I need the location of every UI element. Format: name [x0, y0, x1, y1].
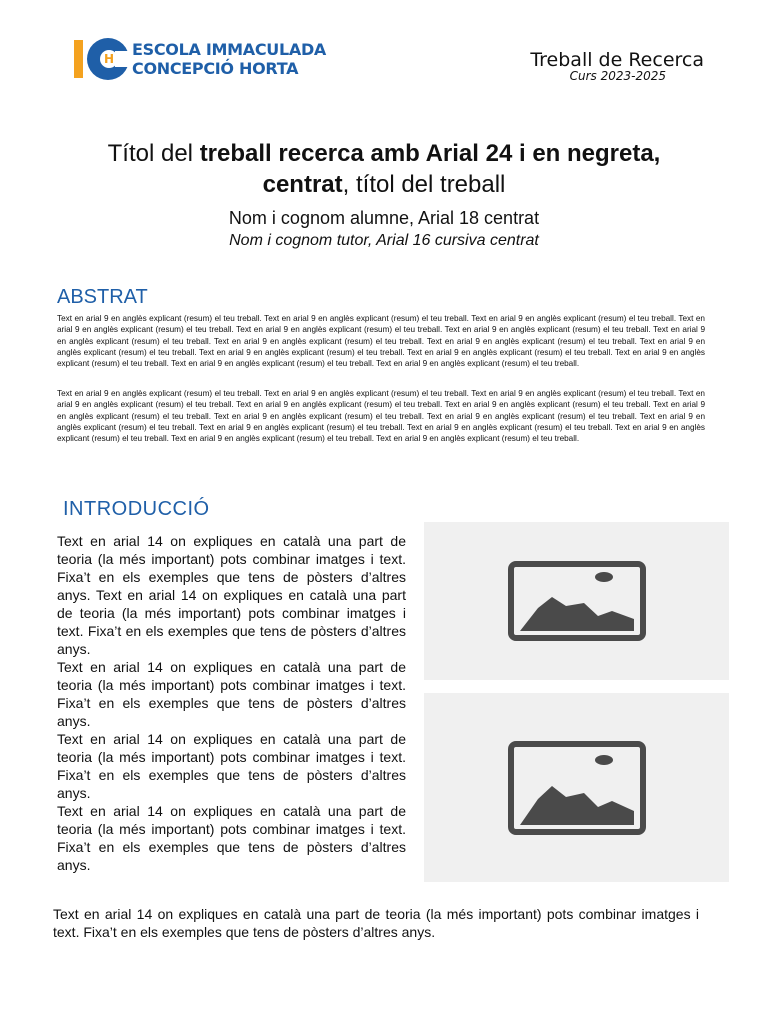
title-bold-1: treball recerca amb Arial 24 i en negreta, — [199, 140, 661, 167]
title-part-1: Títol del — [107, 140, 200, 167]
introduction-paragraph-3: Text en arial 14 on expliques en català una part de teoria (la més important) pots combinar imatges i text. Fixa’t en els exemples que tens de pòsters d’altres anys. — [57, 731, 406, 801]
logo-mark — [74, 38, 128, 80]
introduction-paragraph-4: Text en arial 14 on expliques en català una part de teoria (la més important) pots combinar imatges i text. Fixa’t en els exemples que tens de pòsters d’altres anys. — [57, 803, 406, 873]
image-placeholder-2 — [424, 693, 729, 882]
header-right — [530, 50, 704, 83]
course-years: Curs 2023-2025 — [569, 69, 666, 83]
title-part-2: , títol del treball — [342, 171, 506, 198]
abstract-paragraph-1: Text en arial 9 en anglès explicant (resum) el teu treball. Text en arial 9 en anglès explicant (resum) el teu treball. Text en arial 9 en anglès explicant (resum) el teu treball. Text en arial 9 en anglès explicant (resum) el teu treball. Text en arial 9 en anglès explicant (resum) el teu treball. Text en arial 9 en anglès explicant (resum) el teu treball. Text en arial 9 en anglès explicant (resum) el teu treball. Text en arial 9 en anglès explicant (resum) el teu treball. Text en arial 9 en anglès explicant (resum) el teu treball. Text en arial 9 en anglès explicant (resum) el teu treball. Text en arial 9 en anglès explicant (resum) el teu treball. Text en arial 9 en anglès explicant (resum) el teu treball. Text en arial 9 en anglès explicant (resum) el teu treball. Text en arial 9 en anglès explicant (resum) el teu treball. Text en arial 9 en anglès explicant (resum) el teu treball. — [57, 314, 705, 369]
image-placeholder-icon — [508, 561, 646, 641]
introduction-paragraph-1: Text en arial 14 on expliques en català una part de teoria (la més important) pots combinar imatges i text. Fixa’t en els exemples que tens de pòsters d’altres anys. Text en arial 14 on expliques en català una part de teoria (la més important) pots combinar imatges i text. Fixa’t en els exemples que tens de pòsters d’altres anys. — [57, 533, 406, 657]
introduction-text — [57, 532, 406, 874]
document-type: Treball de Recerca — [530, 49, 704, 71]
image-placeholder-icon — [508, 741, 646, 835]
page-title — [40, 138, 728, 200]
tutor-name: Nom i cognom tutor, Arial 16 cursiva centrat — [229, 232, 539, 249]
introduction-heading: INTRODUCCIÓ — [63, 498, 210, 520]
introduction-paragraph-2: Text en arial 14 on expliques en català una part de teoria (la més important) pots combinar imatges i text. Fixa’t en els exemples que tens de pòsters d’altres anys. — [57, 659, 406, 729]
abstract-paragraph-2: Text en arial 9 en anglès explicant (resum) el teu treball. Text en arial 9 en anglès explicant (resum) el teu treball. Text en arial 9 en anglès explicant (resum) el teu treball. Text en arial 9 en anglès explicant (resum) el teu treball. Text en arial 9 en anglès explicant (resum) el teu treball. Text en arial 9 en anglès explicant (resum) el teu treball. Text en arial 9 en anglès explicant (resum) el teu treball. Text en arial 9 en anglès explicant (resum) el teu treball. Text en arial 9 en anglès explicant (resum) el teu treball. Text en arial 9 en anglès explicant (resum) el teu treball. Text en arial 9 en anglès explicant (resum) el teu treball. Text en arial 9 en anglès explicant (resum) el teu treball. Text en arial 9 en anglès explicant (resum) el teu treball. Text en arial 9 en anglès explicant (resum) el teu treball. Text en arial 9 en anglès explicant (resum) el teu treball. — [57, 389, 705, 444]
logo-orange-bar — [74, 40, 83, 78]
logo-line-2: CONCEPCIÓ HORTA — [132, 59, 299, 78]
school-logo — [74, 38, 326, 80]
abstract-heading: ABSTRAT — [57, 286, 148, 308]
student-name: Nom i cognom alumne, Arial 18 centrat — [228, 208, 540, 228]
logo-monogram: H — [100, 50, 118, 68]
bottom-paragraph: Text en arial 14 on expliques en català una part de teoria (la més important) pots combinar imatges i text. Fixa’t en els exemples que tens de pòsters d’altres anys. — [53, 906, 699, 940]
image-placeholder-1 — [424, 522, 729, 680]
title-bold-2: centrat — [262, 171, 343, 198]
logo-line-1: ESCOLA IMMACULADA — [132, 40, 327, 59]
logo-text — [132, 40, 326, 78]
